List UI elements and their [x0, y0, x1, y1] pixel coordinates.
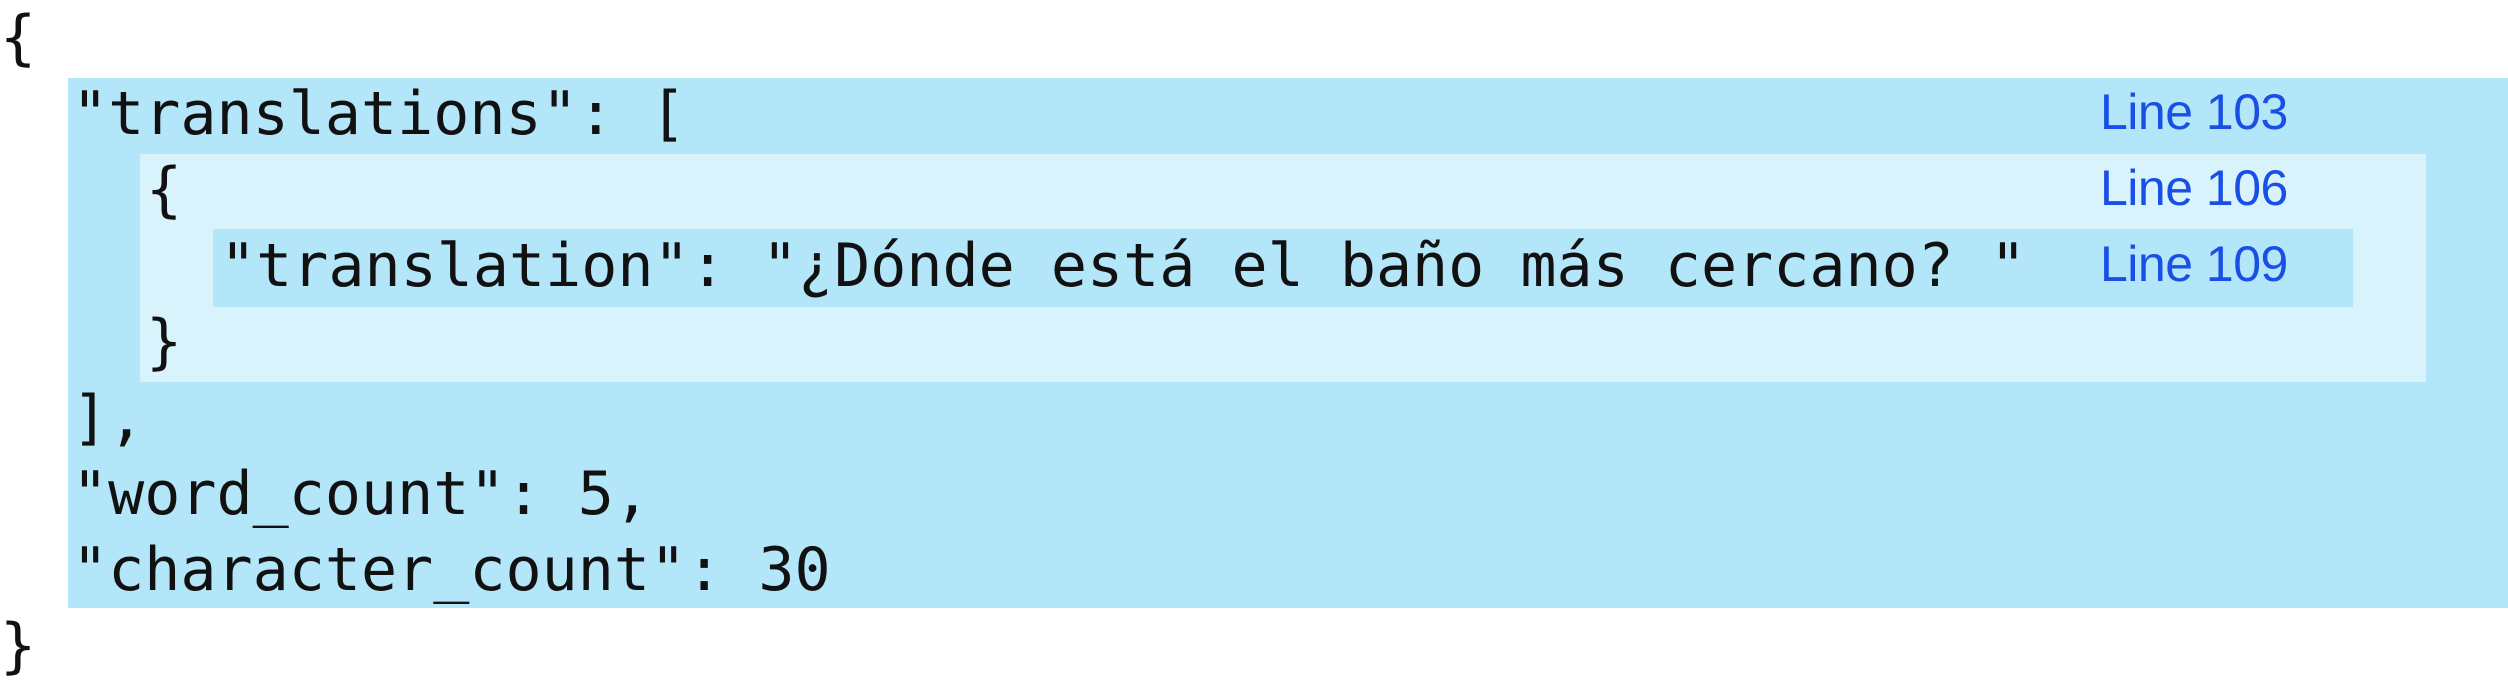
json-object-close: }: [146, 307, 183, 377]
json-open-brace: {: [0, 3, 37, 73]
json-array-close: ],: [72, 383, 145, 453]
json-translations-key: "translations": [: [72, 79, 687, 149]
json-close-brace: }: [0, 611, 37, 681]
json-translation-entry: "translation": "¿Dónde está el baño más cercano? ": [220, 231, 2027, 301]
json-object-open: {: [146, 155, 183, 225]
json-character-count: "character_count": 30: [72, 535, 831, 605]
line-ref-translations[interactable]: Line 103: [2100, 84, 2288, 140]
line-ref-object[interactable]: Line 106: [2100, 160, 2288, 216]
json-word-count: "word_count": 5,: [72, 459, 650, 529]
line-ref-translation[interactable]: Line 109: [2100, 236, 2288, 292]
